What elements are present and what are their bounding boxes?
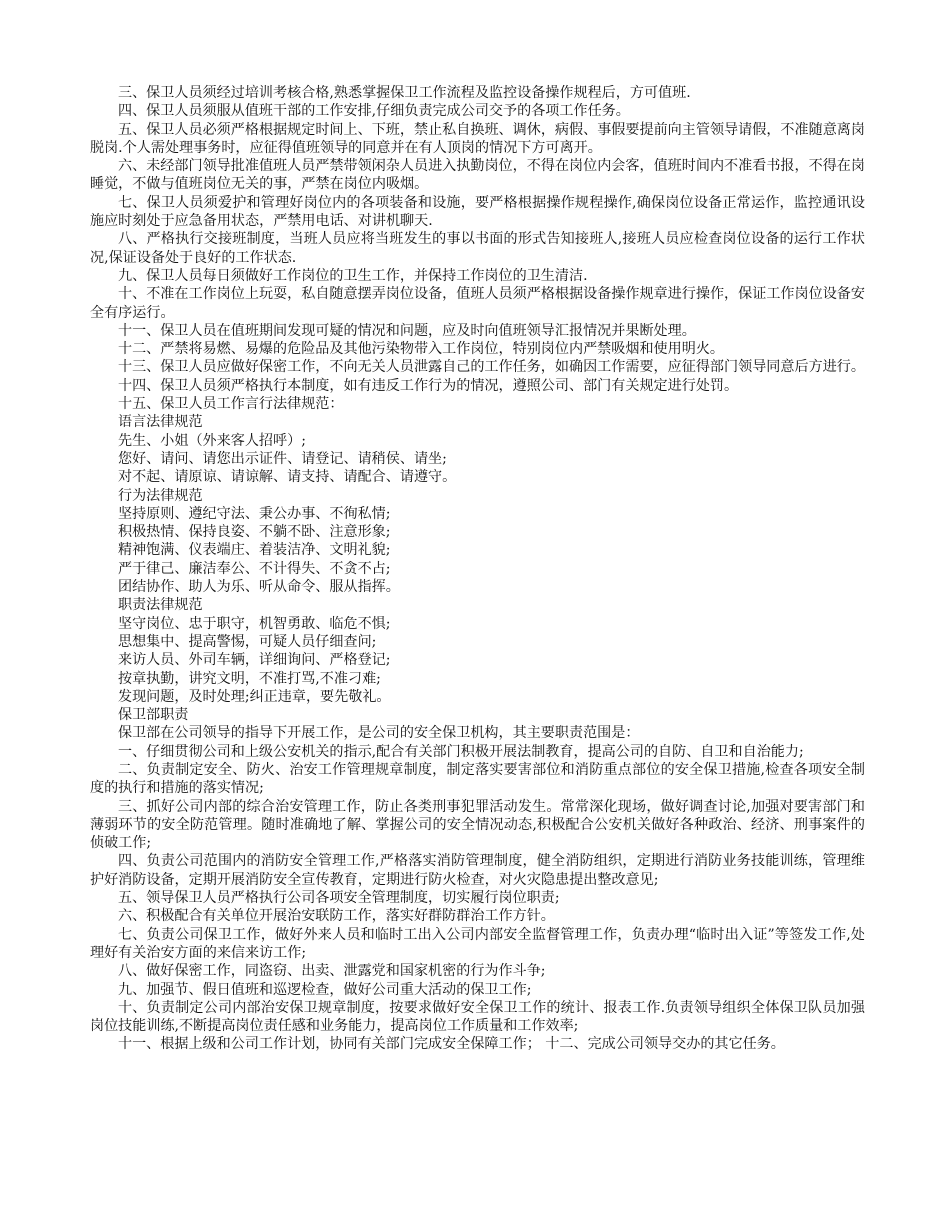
dept-item-8: 八、做好保密工作，同盗窃、出卖、泄露党和国家机密的行为作斗争; bbox=[118, 963, 546, 980]
dept-item-3: 三、抓好公司内部的综合治安管理工作，防止各类刑事犯罪活动发生。常常深化现场，做好调查讨论,加强对要害部门和薄弱环节的安全防范管理。随时准确地了解、掌握公司的安全情况动态,积极配合公安机关做好各种政治、经济、刑事案件的侦破工作; bbox=[90, 798, 865, 852]
norm-heading-behavior: 行为法律规范 bbox=[118, 487, 203, 504]
norm-line: 按章执勤，讲究文明，不准打骂,不准刁难; bbox=[118, 670, 381, 687]
dept-title: 保卫部职责 bbox=[118, 707, 189, 724]
dept-item-9: 九、加强节、假日值班和巡逻检查，做好公司重大活动的保卫工作; bbox=[118, 981, 532, 998]
rule-4: 四、保卫人员须服从值班干部的工作安排,仔细负责完成公司交予的各项工作任务。 bbox=[118, 103, 630, 120]
dept-item-4: 四、负责公司范围内的消防安全管理工作,严格落实消防管理制度，健全消防组织，定期进行消防业务技能训练，管理维护好消防设备，定期开展消防安全宣传教育，定期进行防火检查，对火灾隐患提出整改意见; bbox=[90, 853, 865, 888]
norm-line: 坚守岗位、忠于职守，机智勇敢、临危不惧; bbox=[118, 615, 391, 632]
norm-heading-language: 语言法律规范 bbox=[118, 414, 203, 431]
rule-8: 八、严格执行交接班制度，当班人员应将当班发生的事以书面的形式告知接班人,接班人员应检查岗位设备的运行工作状况,保证设备处于良好的工作状态. bbox=[90, 231, 865, 266]
dept-intro: 保卫部在公司领导的指导下开展工作，是公司的安全保卫机构，其主要职责范围是： bbox=[118, 725, 640, 742]
norm-line: 严于律己、廉洁奉公、不计得失、不贪不占; bbox=[118, 560, 391, 577]
norm-line: 发现问题，及时处理;纠正违章，要先敬礼。 bbox=[118, 688, 391, 705]
rule-7: 七、保卫人员须爱护和管理好岗位内的各项装备和设施，要严格根据操作规程操作,确保岗位设备正常运作，监控通讯设施应时刻处于应急备用状态，严禁用电话、对讲机聊天. bbox=[90, 194, 865, 230]
rule-12: 十二、严禁将易燃、易爆的危险品及其他污染物带入工作岗位，特别岗位内严禁吸烟和使用明火。 bbox=[118, 341, 725, 358]
rule-14: 十四、保卫人员须严格执行本制度，如有违反工作行为的情况，遵照公司、部门有关规定进行处罚。 bbox=[118, 377, 739, 394]
norm-line: 团结协作、助人为乐、听从命令、服从指挥。 bbox=[118, 579, 400, 596]
rule-15: 十五、保卫人员工作言行法律规范： bbox=[118, 396, 344, 413]
dept-item-6: 六、积极配合有关单位开展治安联防工作，落实好群防群治工作方针。 bbox=[118, 908, 555, 925]
norm-line: 坚持原则、遵纪守法、秉公办事、不徇私情; bbox=[118, 505, 391, 522]
norm-line: 先生、小姐（外来客人招呼）; bbox=[118, 432, 306, 449]
dept-item-7: 七、负责公司保卫工作，做好外来人员和临时工出入公司内部安全监督管理工作，负责办理“临时出入证”等签发工作,处理好有关治安方面的来信来访工作; bbox=[90, 926, 865, 961]
rule-13: 十三、保卫人员应做好保密工作，不向无关人员泄露自己的工作任务，如确因工作需要，应征得部门领导同意后方进行。 bbox=[118, 359, 865, 376]
dept-item-10: 十、负责制定公司内部治安保卫规章制度，按要求做好安全保卫工作的统计、报表工作.负责领导组织全体保卫队员加强岗位技能训练,不断提高岗位责任感和业务能力，提高岗位工作质量和工作效率; bbox=[90, 999, 865, 1035]
rule-3: 三、保卫人员须经过培训考核合格,熟悉掌握保卫工作流程及监控设备操作规程后，方可值班. bbox=[118, 85, 691, 101]
norm-line: 来访人员、外司车辆，详细询问、严格登记; bbox=[118, 652, 391, 669]
rule-11: 十一、保卫人员在值班期间发现可疑的情况和问题，应及时向值班领导汇报情况并果断处理。 bbox=[118, 322, 696, 339]
norm-heading-duty: 职责法律规范 bbox=[118, 597, 203, 614]
rule-5: 五、保卫人员必须严格根据规定时间上、下班，禁止私自换班、调休，病假、事假要提前向主管领导请假，不准随意离岗脱岗.个人需处理事务时，应征得值班领导的同意并在有人顶岗的情况下方可离开。 bbox=[90, 121, 865, 156]
dept-item-1: 一、仔细贯彻公司和上级公安机关的指示,配合有关部门积极开展法制教育，提高公司的自防、自卫和自治能力; bbox=[118, 743, 804, 760]
norm-line: 对不起、请原谅、请谅解、请支持、请配合、请遵守。 bbox=[118, 469, 457, 486]
norm-line: 思想集中、提高警惕，可疑人员仔细查问; bbox=[118, 633, 377, 650]
rule-6: 六、未经部门领导批准值班人员严禁带领闲杂人员进入执勤岗位，不得在岗位内会客，值班时间内不准看书报，不得在岗睡觉，不做与值班岗位无关的事，严禁在岗位内吸烟。 bbox=[90, 158, 865, 193]
dept-item-11-12: 十一、根据上级和公司工作计划，协同有关部门完成安全保障工作； 十二、完成公司领导交办的其它任务。 bbox=[118, 1036, 785, 1053]
dept-item-2: 二、负责制定安全、防火、治安工作管理规章制度，制定落实要害部位和消防重点部位的安全保卫措施,检查各项安全制度的执行和措施的落实情况; bbox=[90, 761, 865, 797]
document-body bbox=[90, 84, 865, 1054]
dept-item-5: 五、领导保卫人员严格执行公司各项安全管理制度，切实履行岗位职责; bbox=[118, 890, 560, 907]
rule-10: 十、不准在工作岗位上玩耍，私自随意摆弄岗位设备，值班人员须严格根据设备操作规章进行操作，保证工作岗位设备安全有序运行。 bbox=[90, 286, 865, 321]
rule-9: 九、保卫人员每日须做好工作岗位的卫生工作，并保持工作岗位的卫生清洁. bbox=[118, 267, 588, 284]
norm-line: 您好、请问、请您出示证件、请登记、请稍侯、请坐; bbox=[118, 450, 447, 467]
norm-line: 精神饱满、仪表端庄、着装洁净、文明礼貌; bbox=[118, 542, 391, 559]
norm-line: 积极热情、保持良姿、不躺不卧、注意形象; bbox=[118, 524, 391, 541]
